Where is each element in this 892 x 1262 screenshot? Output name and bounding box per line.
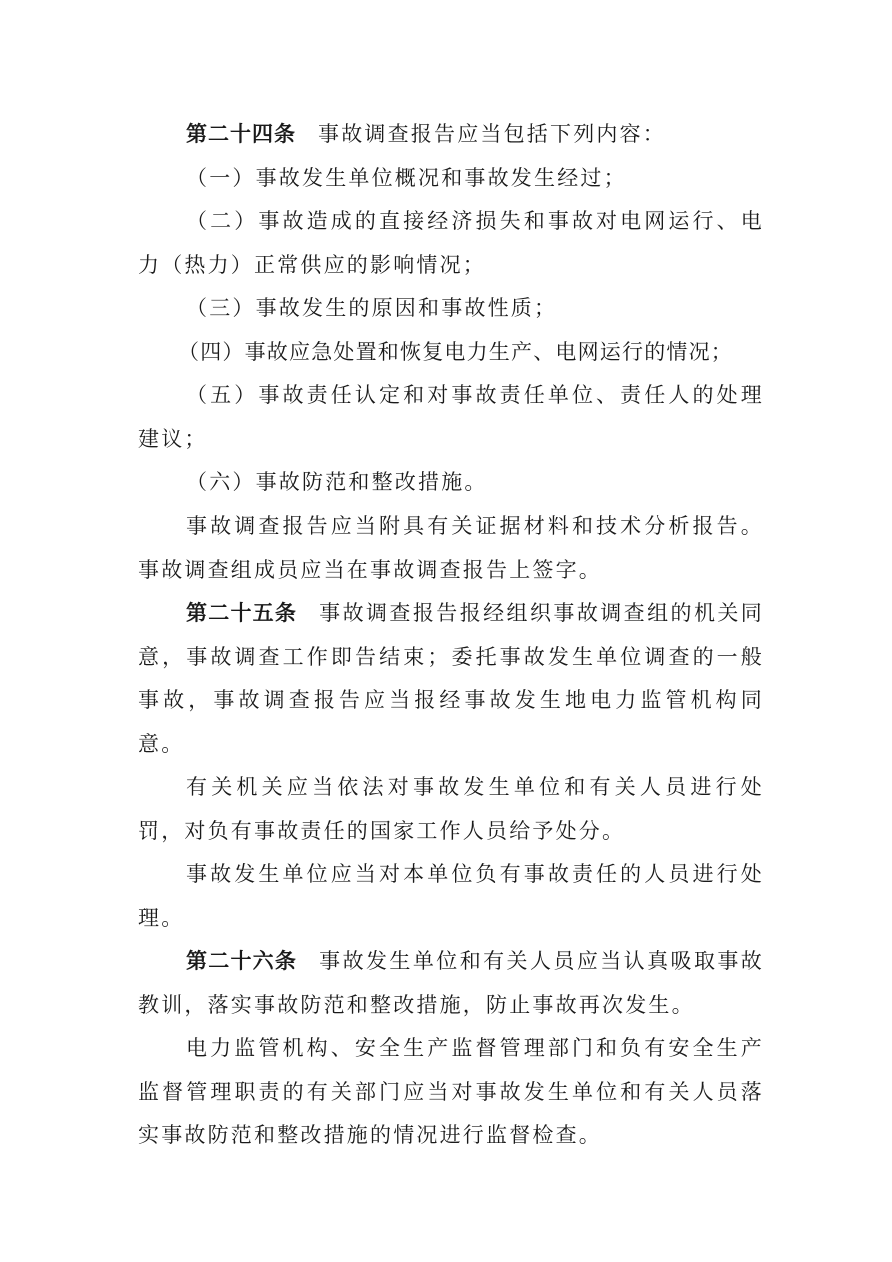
article-26-heading [138, 940, 764, 1027]
article-24-item-1: （一）事故发生单位概况和事故发生经过； [186, 166, 627, 190]
article-26-paragraph-1: 电力监管机构、安全生产监督管理部门和负有安全生产监督管理职责的有关部门应当对事故发生单位和有关人员落实事故防范和整改措施的情况进行监督检查。 [138, 1036, 764, 1147]
article-24-item-2: （二）事故造成的直接经济损失和事故对电网运行、电力（热力）正常供应的影响情况； [138, 209, 764, 277]
article-25-paragraph-2: 事故发生单位应当对本单位负有事故责任的人员进行处理。 [138, 862, 764, 930]
article-24-item-6: （六）事故防范和整改措施。 [186, 470, 488, 494]
article-26-label: 第二十六条 [186, 949, 298, 973]
article-26-text: 事故发生单位和有关人员应当认真吸取事故教训，落实事故防范和整改措施，防止事故再次发生。 [138, 949, 764, 1017]
article-24-item-4: （四）事故应急处置和恢复电力生产、电网运行的情况； [178, 340, 733, 364]
article-24-item-5: （五）事故责任认定和对事故责任单位、责任人的处理建议； [138, 383, 764, 451]
article-24-text: 事故调查报告应当包括下列内容： [318, 122, 666, 146]
article-25-label: 第二十五条 [186, 601, 298, 625]
article-24-closing: 事故调查报告应当附具有关证据材料和技术分析报告。事故调查组成员应当在事故调查报告上签字。 [138, 514, 764, 582]
article-24-label: 第二十四条 [186, 122, 296, 146]
article-24-item-3: （三）事故发生的原因和事故性质； [186, 296, 558, 320]
article-25-text: 事故调查报告报经组织事故调查组的机关同意，事故调查工作即告结束；委托事故发生单位调查的一般事故，事故调查报告应当报经事故发生地电力监管机构同意。 [138, 601, 764, 756]
article-24-heading [138, 113, 764, 157]
article-25-paragraph-1: 有关机关应当依法对事故发生单位和有关人员进行处罚，对负有事故责任的国家工作人员给予处分。 [138, 775, 764, 843]
article-25-heading [138, 592, 764, 766]
